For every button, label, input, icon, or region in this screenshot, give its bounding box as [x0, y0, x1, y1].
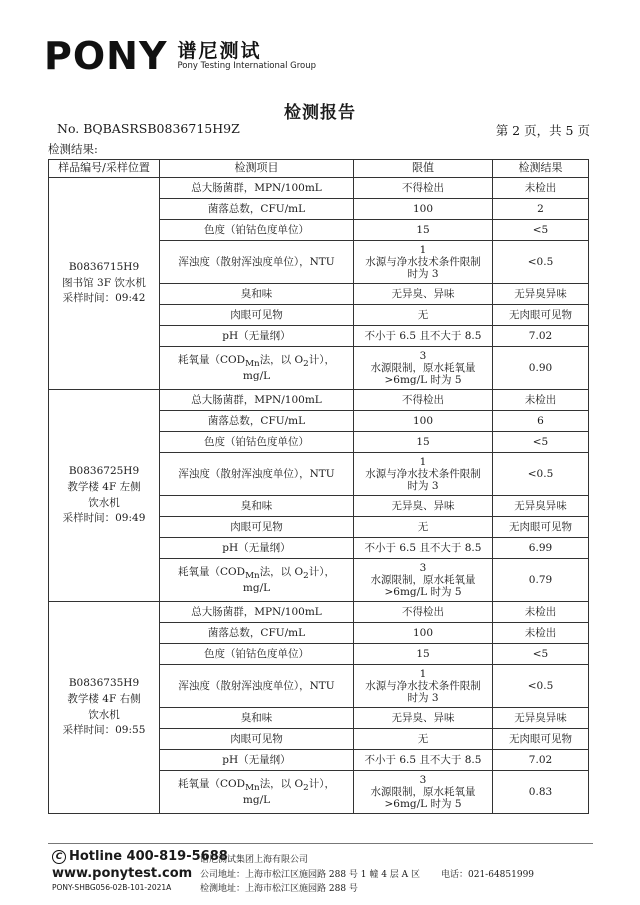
item-cell: 臭和味: [160, 708, 354, 729]
limit-line: 3: [419, 349, 427, 362]
result-cell: 6.99: [493, 538, 589, 559]
table-row: [49, 602, 589, 623]
document-code: PONY-SHBG056-02B-101-2021A: [52, 883, 172, 892]
item-cell: 总大肠菌群，MPN/100mL: [160, 178, 354, 199]
limit-line: 水源与净水技术条件限制: [365, 255, 481, 268]
sample-id: B0836725H9: [68, 465, 140, 477]
limit-cell: [354, 453, 493, 496]
sample-time: 采样时间：09:55: [62, 724, 146, 737]
limit-line: 水源限制，原水耗氧量: [370, 361, 476, 374]
limit-cell: [354, 665, 493, 708]
company-name: 谱尼测试集团上海有限公司: [200, 855, 309, 865]
item-text: 计），: [308, 778, 335, 791]
item-subscript: Mn: [245, 571, 260, 582]
limit-cell: 不小于 6.5 且不大于 8.5: [354, 750, 493, 771]
sample-time: 采样时间：09:49: [62, 512, 146, 525]
limit-cell: [354, 559, 493, 602]
item-text: 耗氧量（COD: [178, 354, 246, 367]
limit-line: 水源限制，原水耗氧量: [370, 573, 476, 586]
table-body: [49, 178, 589, 814]
result-cell: 无肉眼可见物: [493, 729, 589, 750]
limit-cell: 15: [354, 432, 493, 453]
header-item: 检测项目: [160, 160, 354, 178]
item-text: mg/L: [242, 793, 271, 806]
result-cell: <0.5: [493, 241, 589, 284]
item-subscript: 2: [303, 783, 309, 794]
footer-divider: [48, 843, 593, 844]
limit-line: 1: [419, 667, 427, 680]
result-cell: 无肉眼可见物: [493, 517, 589, 538]
result-cell: 2: [493, 199, 589, 220]
limit-cell: 不小于 6.5 且不大于 8.5: [354, 326, 493, 347]
result-cell: 无异臭异味: [493, 284, 589, 305]
item-cell: 浑浊度（散射浑浊度单位），NTU: [160, 241, 354, 284]
company-address: 公司地址：上海市松江区施园路 288 号 1 幢 4 层 A 区: [200, 870, 421, 880]
sample-location: 教学楼 4F 左侧: [67, 480, 141, 493]
sample-cell: [49, 602, 160, 814]
sample-time: 采样时间：09:42: [62, 292, 146, 305]
table-row: [49, 390, 589, 411]
limit-line: 时为 3: [407, 692, 439, 705]
item-text: 耗氧量（COD: [178, 778, 246, 791]
item-cell: 肉眼可见物: [160, 517, 354, 538]
sample-id: B0836715H9: [68, 260, 140, 273]
result-cell: <5: [493, 220, 589, 241]
pony-mark-icon: C: [52, 850, 66, 864]
limit-cell: 不得检出: [354, 390, 493, 411]
limit-cell: [354, 347, 493, 390]
limit-cell: 15: [354, 644, 493, 665]
limit-cell: [354, 771, 493, 814]
result-cell: 未检出: [493, 623, 589, 644]
header-sample: 样品编号/采样位置: [49, 160, 160, 178]
item-cell: 总大肠菌群，MPN/100mL: [160, 602, 354, 623]
company-logo: [44, 36, 316, 76]
limit-line: 3: [419, 561, 427, 574]
limit-cell: 不小于 6.5 且不大于 8.5: [354, 538, 493, 559]
limit-cell: 无: [354, 517, 493, 538]
item-text: 法，以 O: [259, 354, 304, 367]
result-cell: 6: [493, 411, 589, 432]
item-text: 法，以 O: [259, 566, 304, 579]
limit-line: >6mg/L 时为 5: [384, 586, 462, 599]
table-row: [49, 178, 589, 199]
item-text: mg/L: [242, 581, 271, 594]
logo-wordmark: PONY: [44, 34, 168, 78]
item-cell: [160, 771, 354, 814]
result-cell: 0.83: [493, 771, 589, 814]
item-cell: 浑浊度（散射浑浊度单位），NTU: [160, 665, 354, 708]
sample-id: B0836735H9: [68, 677, 140, 689]
limit-cell: 无异臭、异味: [354, 708, 493, 729]
limit-line: 3: [419, 773, 427, 786]
limit-cell: 无: [354, 305, 493, 326]
item-cell: pH（无量纲）: [160, 538, 354, 559]
limit-cell: 100: [354, 623, 493, 644]
limit-line: 时为 3: [407, 480, 439, 493]
item-cell: 肉眼可见物: [160, 305, 354, 326]
header-limit: 限值: [354, 160, 493, 178]
item-cell: 肉眼可见物: [160, 729, 354, 750]
item-cell: 色度（铂钴色度单位）: [160, 220, 354, 241]
result-cell: 7.02: [493, 326, 589, 347]
item-subscript: 2: [303, 359, 309, 370]
item-text: 法，以 O: [259, 778, 304, 791]
limit-cell: 15: [354, 220, 493, 241]
limit-cell: 不得检出: [354, 178, 493, 199]
result-cell: 7.02: [493, 750, 589, 771]
result-cell: 无异臭异味: [493, 496, 589, 517]
table-header-row: [49, 160, 589, 178]
limit-line: 时为 3: [407, 268, 439, 281]
item-cell: 菌落总数，CFU/mL: [160, 411, 354, 432]
limit-cell: 不得检出: [354, 602, 493, 623]
report-title: 检测报告: [284, 103, 356, 123]
limit-cell: [354, 241, 493, 284]
result-cell: 无异臭异味: [493, 708, 589, 729]
limit-cell: 100: [354, 199, 493, 220]
result-cell: <5: [493, 644, 589, 665]
item-text: 计），: [308, 566, 335, 579]
header-result: 检测结果: [493, 160, 589, 178]
limit-line: >6mg/L 时为 5: [384, 374, 462, 387]
item-subscript: 2: [303, 571, 309, 582]
item-subscript: Mn: [245, 783, 260, 794]
item-cell: 色度（铂钴色度单位）: [160, 432, 354, 453]
result-cell: <0.5: [493, 665, 589, 708]
item-cell: 色度（铂钴色度单位）: [160, 644, 354, 665]
item-cell: pH（无量纲）: [160, 326, 354, 347]
item-cell: 总大肠菌群，MPN/100mL: [160, 390, 354, 411]
website-link[interactable]: www.ponytest.com: [52, 866, 193, 881]
limit-line: 1: [419, 243, 427, 256]
results-table: [48, 159, 589, 814]
sample-cell: [49, 390, 160, 602]
item-cell: 菌落总数，CFU/mL: [160, 623, 354, 644]
item-subscript: Mn: [245, 359, 260, 370]
limit-cell: 无异臭、异味: [354, 284, 493, 305]
result-cell: 未检出: [493, 178, 589, 199]
sample-location: 图书馆 3F 饮水机: [62, 276, 146, 289]
limit-cell: 无: [354, 729, 493, 750]
limit-line: 1: [419, 455, 427, 468]
limit-line: >6mg/L 时为 5: [384, 798, 462, 811]
limit-line: 水源与净水技术条件限制: [365, 679, 481, 692]
logo-english-name: Pony Testing International Group: [177, 61, 317, 72]
result-cell: 0.90: [493, 347, 589, 390]
result-cell: 0.79: [493, 559, 589, 602]
limit-cell: 无异臭、异味: [354, 496, 493, 517]
phone-number: 电话：021-64851999: [441, 870, 535, 880]
result-cell: <0.5: [493, 453, 589, 496]
item-cell: 浑浊度（散射浑浊度单位），NTU: [160, 453, 354, 496]
sample-location: 饮水机: [88, 496, 120, 509]
limit-line: 水源与净水技术条件限制: [365, 467, 481, 480]
logo-text-block: [177, 41, 316, 72]
item-cell: 菌落总数，CFU/mL: [160, 199, 354, 220]
sample-cell: [49, 178, 160, 390]
limit-line: 水源限制，原水耗氧量: [370, 785, 476, 798]
result-cell: 无肉眼可见物: [493, 305, 589, 326]
test-address: 检测地址：上海市松江区施园路 288 号: [200, 884, 358, 894]
item-cell: 臭和味: [160, 496, 354, 517]
result-cell: <5: [493, 432, 589, 453]
hotline-text: Hotline 400-819-5688: [69, 849, 228, 864]
report-number: No. BQBASRSB0836715H9Z: [57, 121, 240, 136]
item-cell: [160, 347, 354, 390]
item-cell: [160, 559, 354, 602]
sample-location: 饮水机: [88, 708, 120, 721]
result-cell: 未检出: [493, 602, 589, 623]
item-text: 计），: [308, 354, 335, 367]
logo-chinese-name: 谱尼测试: [177, 39, 262, 62]
item-cell: pH（无量纲）: [160, 750, 354, 771]
section-label: 检测结果:: [48, 142, 98, 156]
item-text: 耗氧量（COD: [178, 566, 246, 579]
page-indicator: 第 2 页，共 5 页: [495, 123, 590, 138]
item-text: mg/L: [242, 369, 271, 382]
result-cell: 未检出: [493, 390, 589, 411]
limit-cell: 100: [354, 411, 493, 432]
item-cell: 臭和味: [160, 284, 354, 305]
sample-location: 教学楼 4F 右侧: [67, 692, 141, 705]
